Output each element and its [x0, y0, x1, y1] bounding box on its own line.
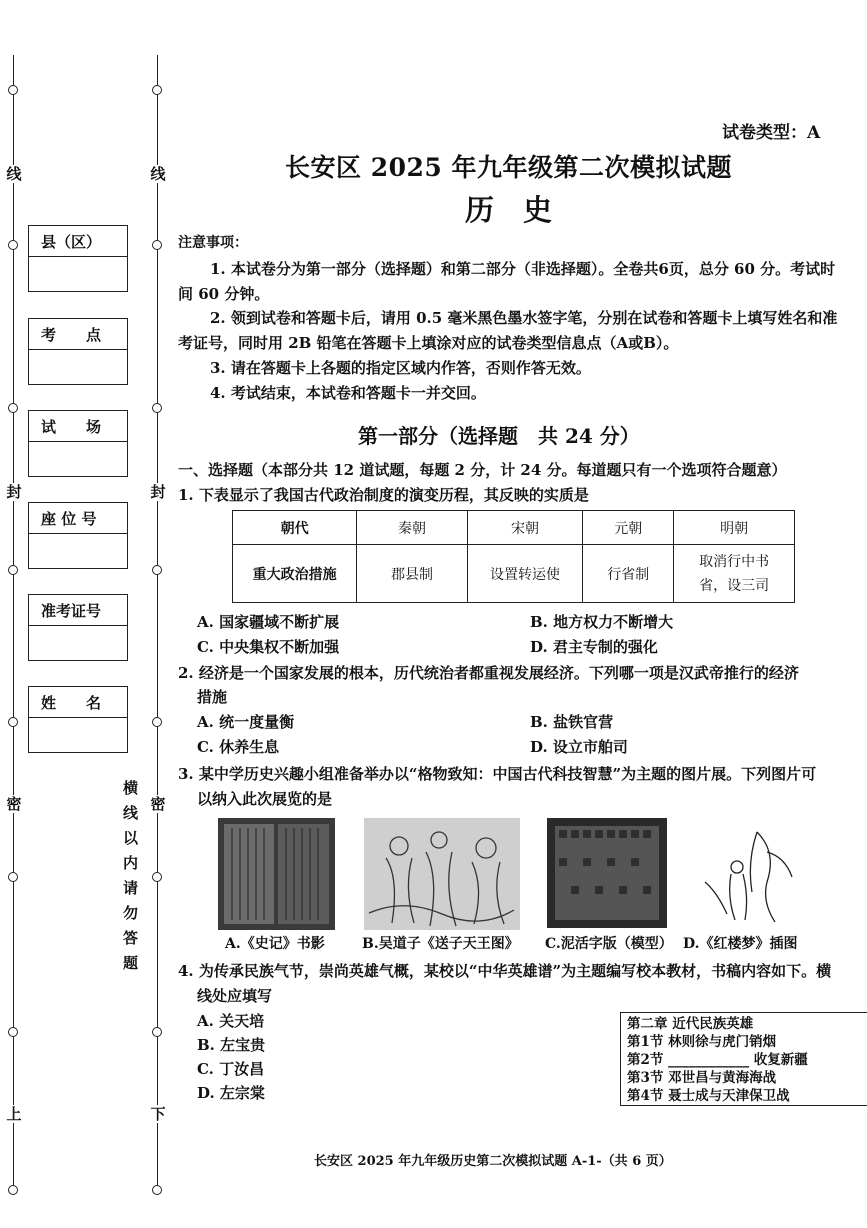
- binding-dot: [152, 403, 162, 413]
- q3-caption-b: B.吴道子《送子天王图》: [362, 936, 519, 952]
- q4-option-b[interactable]: B. 左宝贵: [197, 1036, 266, 1054]
- table-cell-dynasty: 明朝: [674, 511, 795, 545]
- q4-stem: 4. 为传承民族气节，崇尚英雄气概，某校以“中华英雄谱”为主题编写校本教材，书稿内容如下。横: [178, 962, 832, 980]
- notice-item: 2. 领到试卷和答题卡后，请用 0.5 毫米黑色墨水签字笔，分别在试卷和答题卡上填写姓名和准: [210, 309, 838, 327]
- table-cell-measure: 郡县制: [357, 545, 468, 603]
- chapter-line: 第1节 林则徐与虎门销烟: [627, 1034, 777, 1050]
- binding-dot: [152, 872, 162, 882]
- q1-stem: 1. 下表显示了我国古代政治制度的演变历程，其反映的实质是: [178, 486, 589, 504]
- seat-number-field[interactable]: [28, 502, 128, 569]
- admission-number-field[interactable]: [28, 594, 128, 661]
- q4-stem-cont: 线处应填写: [197, 987, 273, 1005]
- binding-char: 封: [148, 483, 168, 501]
- notice-item: 1. 本试卷分为第一部分（选择题）和第二部分（非选择题）。全卷共6页，总分 60 分。考试时: [210, 260, 836, 278]
- name-label: 姓 名: [29, 687, 127, 718]
- notice-item: 考证号，同时用 2B 铅笔在答题卡上填涂对应的试卷类型信息点（A或B）。: [178, 334, 679, 352]
- exam-room-label: 试 场: [29, 411, 127, 442]
- binding-char: 下: [148, 1105, 168, 1123]
- q3-caption-a: A.《史记》书影: [225, 936, 325, 952]
- county-label: 县（区）: [29, 226, 127, 257]
- binding-dot: [8, 1185, 18, 1195]
- exam-room-blank[interactable]: [29, 442, 127, 476]
- binding-char: 上: [4, 1105, 24, 1123]
- binding-line-right: [157, 55, 158, 1195]
- q2-option-b[interactable]: B. 盐铁官营: [530, 713, 614, 731]
- table-cell-measure: 设置转运使: [467, 545, 582, 603]
- binding-char: 密: [4, 795, 24, 813]
- binding-dot: [152, 85, 162, 95]
- table-cell-dynasty: 秦朝: [357, 511, 468, 545]
- binding-dot: [8, 1027, 18, 1037]
- exam-title: 长安区 2025 年九年级第二次模拟试题: [285, 153, 732, 182]
- sending-son-painting-image[interactable]: [364, 818, 520, 930]
- seat-number-label: 座 位 号: [29, 503, 127, 534]
- table-cell-measure-ming: [674, 545, 795, 603]
- binding-dot: [8, 85, 18, 95]
- q4-option-c[interactable]: C. 丁汝昌: [197, 1060, 265, 1078]
- exam-site-field[interactable]: [28, 318, 128, 385]
- binding-dot: [152, 565, 162, 575]
- measure-line: 取消行中书: [699, 553, 770, 570]
- q4-option-a[interactable]: A. 关天培: [197, 1012, 265, 1030]
- shiji-book-image[interactable]: [218, 818, 335, 930]
- county-field[interactable]: [28, 225, 128, 292]
- q1-table: [232, 510, 795, 603]
- binding-dot: [8, 403, 18, 413]
- name-field[interactable]: [28, 686, 128, 753]
- binding-dot: [8, 872, 18, 882]
- exam-site-blank[interactable]: [29, 350, 127, 384]
- q1-option-c[interactable]: C. 中央集权不断加强: [197, 638, 340, 656]
- admission-number-blank[interactable]: [29, 626, 127, 660]
- binding-dot: [152, 240, 162, 250]
- binding-dot: [8, 565, 18, 575]
- q2-stem: 2. 经济是一个国家发展的根本，历代统治者都重视发展经济。下列哪一项是汉武帝推行的经济: [178, 664, 799, 682]
- notice-item: 3. 请在答题卡上各题的指定区域内作答，否则作答无效。: [210, 359, 591, 377]
- binding-dot: [152, 1185, 162, 1195]
- binding-dot: [152, 717, 162, 727]
- q2-stem-cont: 措施: [197, 688, 228, 706]
- dream-red-mansion-illustration[interactable]: [697, 822, 797, 928]
- notice-heading: 注意事项：: [178, 235, 248, 251]
- clay-movable-type-image[interactable]: [547, 818, 667, 928]
- binding-dot: [8, 717, 18, 727]
- chapter-line: 第2节 ____________ 收复新疆: [627, 1052, 808, 1068]
- binding-char: 密: [148, 795, 168, 813]
- table-header-measures: 重大政治措施: [233, 545, 357, 603]
- binding-line-left: [13, 55, 14, 1195]
- admission-number-label: 准考证号: [29, 595, 127, 626]
- seat-number-blank[interactable]: [29, 534, 127, 568]
- part1-title: 第一部分（选择题 共 24 分）: [358, 424, 640, 448]
- chapter-line: 第3节 邓世昌与黄海海战: [627, 1070, 777, 1086]
- q2-option-d[interactable]: D. 设立市舶司: [530, 738, 628, 756]
- q2-option-c[interactable]: C. 休养生息: [197, 738, 280, 756]
- binding-char: 封: [4, 483, 24, 501]
- section-intro: 一、选择题（本部分共 12 道试题，每题 2 分，计 24 分。每道题只有一个选项符合题意）: [178, 461, 787, 479]
- notice-item: 间 60 分钟。: [178, 285, 270, 303]
- chapter-line: 第二章 近代民族英雄: [627, 1016, 754, 1032]
- name-blank[interactable]: [29, 718, 127, 752]
- measure-line: 省，设三司: [699, 577, 770, 594]
- table-cell-dynasty: 元朝: [583, 511, 674, 545]
- q3-stem-cont: 以纳入此次展览的是: [197, 790, 333, 808]
- exam-type: 试卷类型：A: [722, 123, 821, 143]
- q2-option-a[interactable]: A. 统一度量衡: [197, 713, 295, 731]
- q4-chapter-box: [620, 1012, 867, 1106]
- q3-caption-c: C.泥活字版（模型）: [545, 936, 673, 952]
- q3-caption-d: D.《红楼梦》插图: [683, 936, 798, 952]
- q3-stem: 3. 某中学历史兴趣小组准备举办以“格物致知：中国古代科技智慧”为主题的图片展。下列图片可: [178, 765, 817, 783]
- table-cell-measure: 行省制: [583, 545, 674, 603]
- chapter-line: 第4节 聂士成与天津保卫战: [627, 1088, 790, 1104]
- subject-title: 历 史: [465, 193, 553, 227]
- q1-option-d[interactable]: D. 君主专制的强化: [530, 638, 658, 656]
- q1-option-b[interactable]: B. 地方权力不断增大: [530, 613, 674, 631]
- exam-site-label: 考 点: [29, 319, 127, 350]
- exam-room-field[interactable]: [28, 410, 128, 477]
- q1-option-a[interactable]: A. 国家疆域不断扩展: [197, 613, 340, 631]
- page-footer: 长安区 2025 年九年级历史第二次模拟试题 A-1-（共 6 页）: [314, 1154, 672, 1169]
- binding-char: 线: [4, 165, 24, 183]
- table-header-dynasty: 朝代: [233, 511, 357, 545]
- binding-char: 线: [148, 165, 168, 183]
- binding-dot: [8, 240, 18, 250]
- no-answer-warning: 横线以内请勿答题: [120, 780, 141, 990]
- q4-option-d[interactable]: D. 左宗棠: [197, 1084, 265, 1102]
- county-blank[interactable]: [29, 257, 127, 291]
- table-cell-dynasty: 宋朝: [467, 511, 582, 545]
- binding-dot: [152, 1027, 162, 1037]
- notice-item: 4. 考试结束，本试卷和答题卡一并交回。: [210, 384, 486, 402]
